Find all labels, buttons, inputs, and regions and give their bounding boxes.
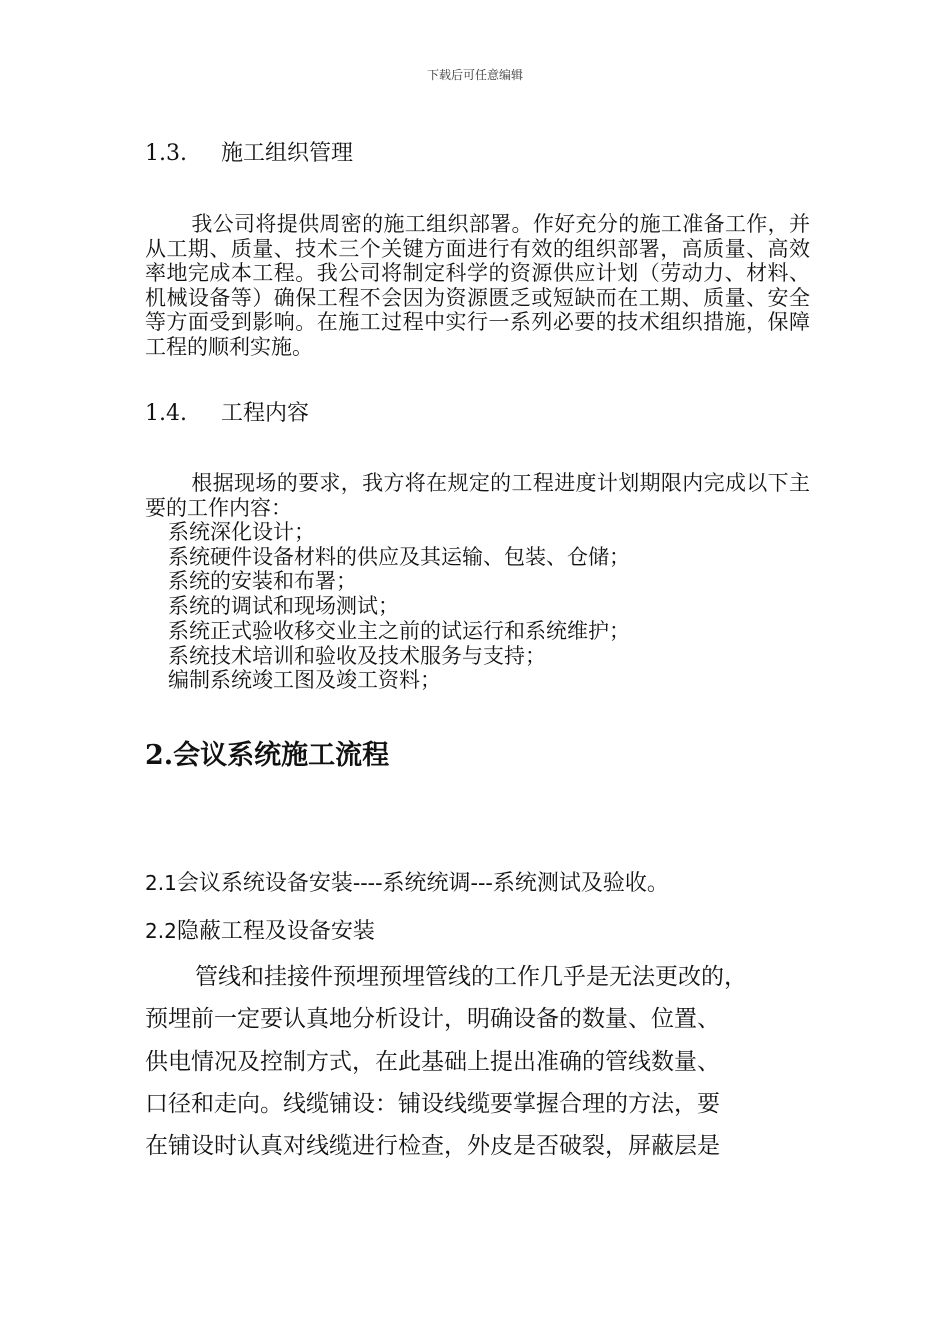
paragraph-line: 口径和走向。线缆铺设：铺设线缆要掌握合理的方法，要: [145, 1090, 720, 1117]
subsection-2-2: [145, 914, 375, 945]
paragraph-line: [145, 956, 810, 998]
list-item: 编制系统竣工图及竣工资料；: [168, 668, 441, 693]
chapter-heading-2: 2.会议系统施工流程: [145, 740, 390, 771]
section-title: 工程内容: [221, 401, 310, 426]
subsection-text: 隐蔽工程及设备安装: [176, 919, 375, 944]
section-title: 施工组织管理: [221, 141, 354, 166]
page-header: 下载后可任意编辑: [426, 68, 523, 82]
paragraph-line: 预埋前一定要认真地分析设计，明确设备的数量、位置、: [145, 1006, 720, 1033]
section-heading-1-3: [145, 136, 353, 167]
paragraph-concealed-works: [145, 956, 810, 1167]
list-item: 系统技术培训和验收及技术服务与支持；: [168, 643, 546, 668]
subsection-number: 2.1: [145, 871, 177, 895]
list-item: 系统的调试和现场测试；: [168, 594, 399, 619]
paragraph-text: 根据现场的要求，我方将在规定的工程进度计划期限内完成以下主要的工作内容：: [145, 471, 810, 520]
subsection-number: 2.2: [145, 919, 177, 943]
work-content-list: [168, 520, 630, 693]
subsection-2-1: [145, 866, 669, 897]
paragraph-work-content-intro: [145, 471, 810, 520]
section-heading-1-4: [145, 396, 309, 427]
subsection-text: 会议系统设备安装----系统统调---系统测试及验收。: [176, 871, 669, 896]
paragraph-text: 我公司将提供周密的施工组织部署。作好充分的施工准备工作，并从工期、质量、技术三个关键方面进行有效的组织部署，高质量、高效率地完成本工程。我公司将制定科学的资源供应计划（劳动力、材料、机械设备等）确保工程不会因为资源匮乏或短缺而在工期、质量、安全等方面受到影响。在施工过程中实行一系列必要的技术组织措施，保障工程的顺利实施。: [145, 212, 810, 359]
paragraph-line: 在铺设时认真对线缆进行检查，外皮是否破裂，屏蔽层是: [145, 1133, 720, 1160]
list-item: 系统深化设计；: [168, 520, 315, 544]
section-number: 1.3.: [145, 141, 187, 166]
list-item: 系统正式验收移交业主之前的试运行和系统维护；: [168, 618, 630, 643]
paragraph-line: 供电情况及控制方式，在此基础上提出准确的管线数量、: [145, 1048, 720, 1075]
section-number: 1.4.: [145, 401, 187, 426]
paragraph-construction-management: [145, 212, 810, 359]
list-item: 系统硬件设备材料的供应及其运输、包装、仓储；: [168, 544, 630, 569]
list-item: 系统的安装和布署；: [168, 569, 357, 594]
line-text: 管线和挂接件预埋预埋管线的工作几乎是无法更改的，: [195, 964, 747, 990]
